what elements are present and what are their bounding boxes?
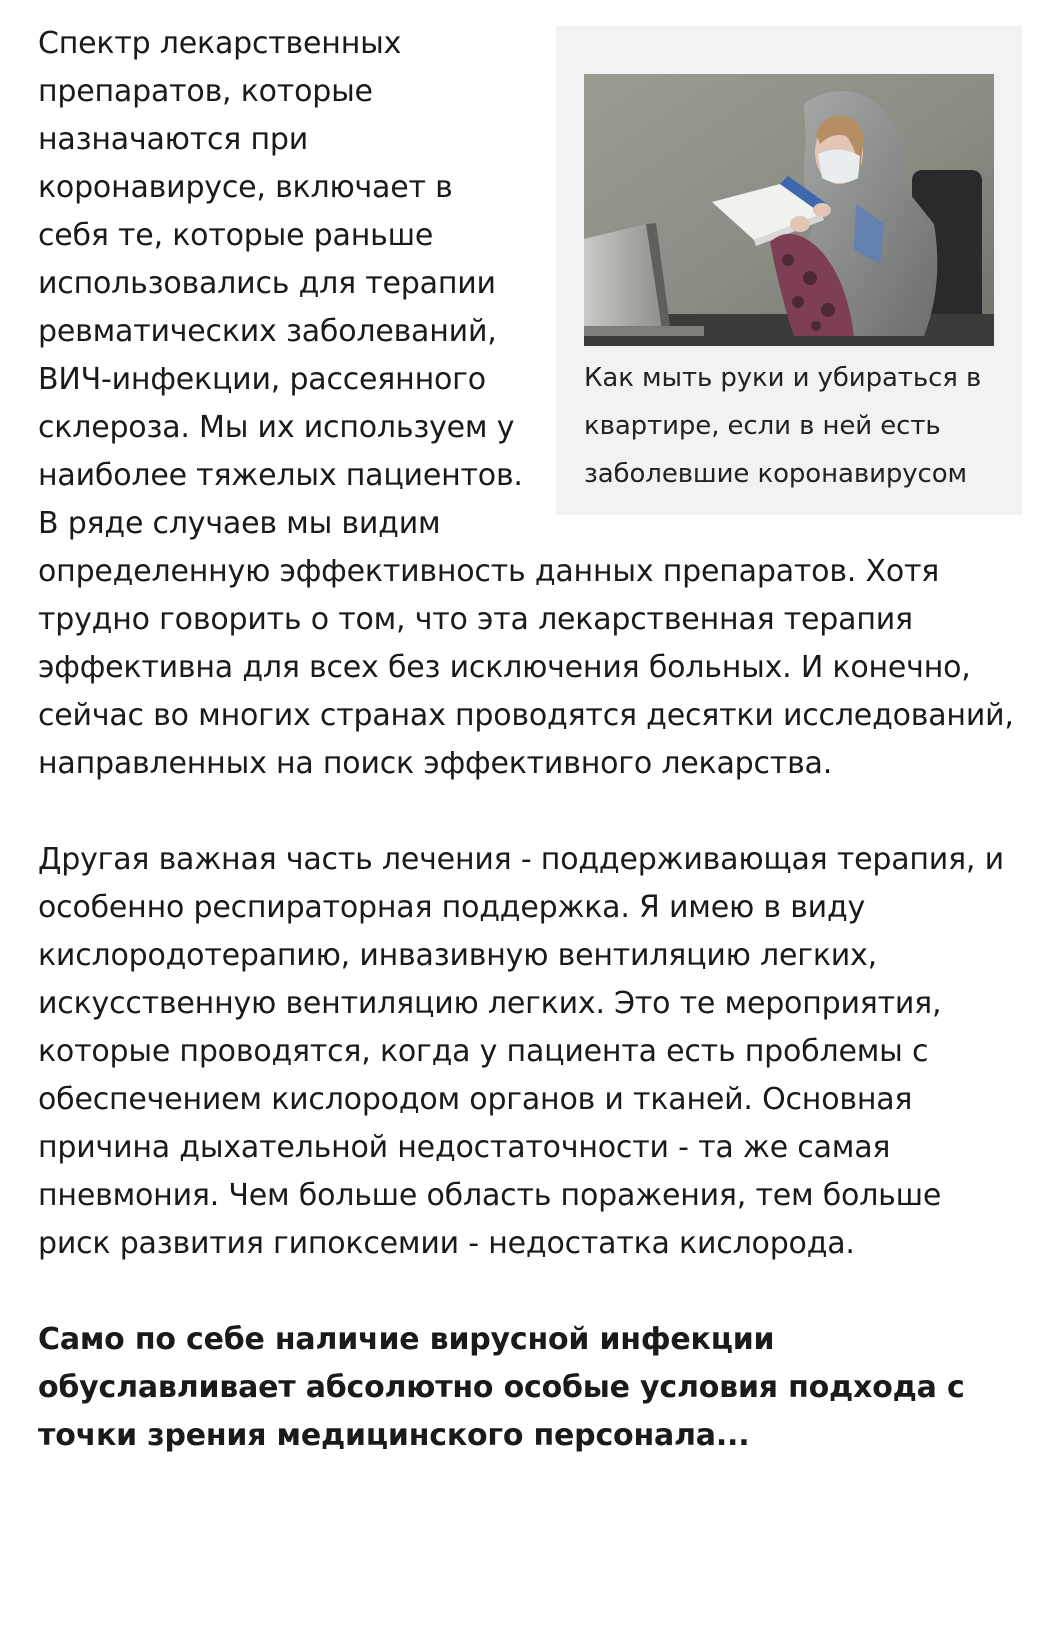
article-body [38,20,1022,1460]
related-article-caption[interactable]: Как мыть руки и убираться в квартире, если в ней есть заболевшие коронавирусом [584,363,982,489]
related-article-photo[interactable] [584,74,994,346]
article-lead-in: Само по себе наличие вирусной инфекции обуславливает абсолютно особые условия подхода с точки зрения медицинского персонала... [38,1322,965,1453]
article-paragraph: Другая важная часть лечения - поддерживающая терапия, и особенно респираторная поддержка. Я имею в виду кислородотерапию, инвазивную вентиляцию легких, искусственную вентиляцию легких. Это те мероприятия, которые проводятся, когда у пациента есть проблемы с обеспечением кислородом органов и тканей. Основная причина дыхательной недостаточности - та же самая пневмония. Чем больше область поражения, тем больше риск развития гипоксемии - недостатка кислорода. [38,842,1004,1261]
article-paragraph: Спектр лекарственных препаратов, которые назначаются при коронавирусе, включает в себя те, которые раньше использовались для терапии ревматических заболеваний, ВИЧ-инфекции, рассеянного склероза. Мы их используем у наиболее тяжелых пациентов. В ряде случаев мы видим определенную эффективность данных препаратов. Хотя трудно говорить о том, что эта лекарственная терапия эффективна для всех без исключения больных. И конечно, сейчас во многих странах проводятся десятки исследований, направленных на поиск эффективного лекарства. [38,26,1014,781]
related-article-card[interactable] [556,26,1022,515]
